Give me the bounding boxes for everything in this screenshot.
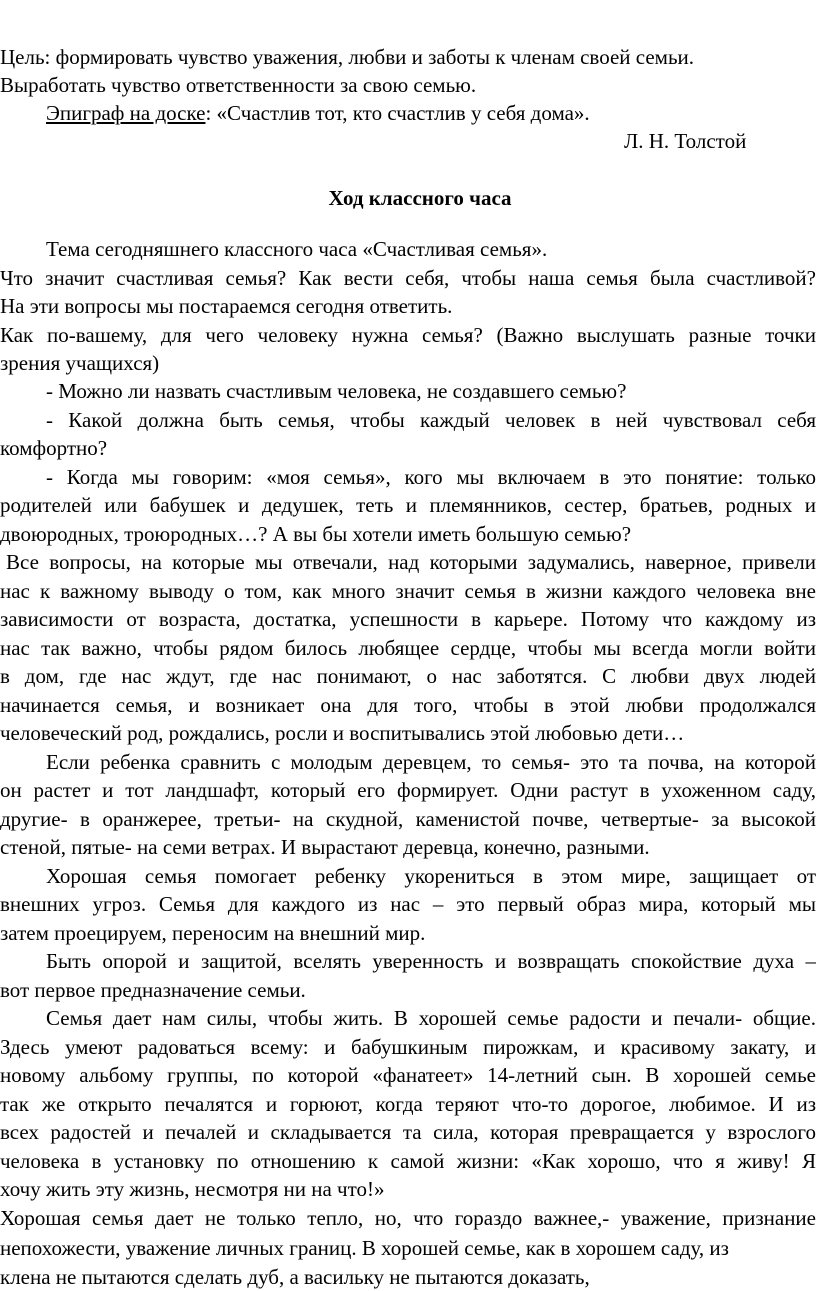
- epigraph-line: [46, 100, 816, 127]
- paragraph-line: в дом, где нас ждут, где нас понимают, о нас заботятся. С любви двух людей: [0, 664, 816, 688]
- paragraph-line: человеческий род, рождались, росли и воспитывались этой любовью дети…: [0, 721, 685, 745]
- paragraph-line: клена не пытаются сделать дуб, а васильку не пытаются доказать,: [0, 1265, 590, 1289]
- question-line: комфортно?: [0, 436, 108, 460]
- paragraph-line: внешних угроз. Семья для каждого из нас – это первый образ мира, который мы: [0, 892, 816, 916]
- paragraph-line: начинается семья, и возникает она для того, чтобы в этой любви продолжался: [0, 693, 816, 717]
- paragraph-line: зрения учащихся): [0, 351, 160, 375]
- question-line: двоюродных, троюродных…? А вы бы хотели иметь большую семью?: [0, 522, 632, 546]
- paragraph-line: зависимости от возраста, достатка, успешности в карьере. Потому что каждому из: [0, 607, 816, 631]
- paragraph-line: стеной, пятые- на семи ветрах. И вырастают деревца, конечно, разными.: [0, 835, 650, 859]
- question-line: родителей или бабушек и дедушек, теть и племянников, сестер, братьев, родных и: [0, 493, 816, 517]
- paragraph-line: Тема сегодняшнего классного часа «Счастливая семья».: [46, 237, 548, 261]
- goal-line-2: Выработать чувство ответственности за свою семью.: [0, 73, 477, 97]
- paragraph-line: он растет и тот ландшафт, который его формирует. Одни растут в ухоженном саду,: [0, 778, 816, 802]
- paragraph-line: Что значит счастливая семья? Как вести себя, чтобы наша семья была счастливой?: [0, 266, 816, 290]
- paragraph-line: Все вопросы, на которые мы отвечали, над которыми задумались, наверное, привели: [6, 550, 816, 574]
- paragraph-line: хочу жить эту жизнь, несмотря ни на что!»: [0, 1177, 385, 1201]
- paragraph-line: На эти вопросы мы постараемся сегодня ответить.: [0, 294, 453, 318]
- paragraph-line: непохожести, уважение личных границ. В хорошей семье, как в хорошем саду, из: [0, 1236, 729, 1260]
- paragraph-line: Семья дает нам силы, чтобы жить. В хорошей семье радости и печали- общие.: [46, 1006, 816, 1030]
- paragraph-line: вот первое предназначение семьи.: [0, 978, 306, 1002]
- paragraph-line: так же открыто печалятся и горюют, когда теряют что-то дорогое, любимое. И из: [0, 1092, 816, 1116]
- question-line: - Можно ли назвать счастливым человека, не создавшего семью?: [46, 379, 627, 403]
- paragraph-line: Как по-вашему, для чего человеку нужна семья? (Важно выслушать разные точки: [0, 323, 816, 347]
- paragraph-line: нас так важно, чтобы рядом билось любящее сердце, чтобы мы всегда могли войти: [0, 636, 816, 660]
- paragraph-line: новому альбому группы, по которой «фанатеет» 14-летний сын. В хорошей семье: [0, 1063, 816, 1087]
- epigraph-label: Эпиграф на доске: [46, 101, 206, 125]
- paragraph-line: Здесь умеют радоваться всему: и бабушкиным пирожкам, и красивому закату, и: [0, 1035, 816, 1059]
- paragraph-line: Быть опорой и защитой, вселять уверенность и возвращать спокойствие духа –: [46, 949, 816, 973]
- question-line: - Какой должна быть семья, чтобы каждый человек в ней чувствовал себя: [46, 408, 816, 432]
- epigraph-author: Л. Н. Толстой: [624, 129, 747, 153]
- paragraph-line: другие- в оранжерее, третьи- на скудной, каменистой почве, четвертые- за высокой: [0, 807, 816, 831]
- section-title: Ход классного часа: [328, 186, 512, 210]
- paragraph-line: Если ребенка сравнить с молодым деревцем, то семья- это та почва, на которой: [46, 750, 816, 774]
- paragraph-line: человека в установку по отношению к самой жизни: «Как хорошо, что я живу! Я: [0, 1149, 816, 1173]
- paragraph-line: нас к важному выводу о том, как много значит семья в жизни каждого человека вне: [0, 579, 816, 603]
- paragraph-line: Хорошая семья помогает ребенку укорениться в этом мире, защищает от: [46, 864, 816, 888]
- paragraph-line: Хорошая семья дает не только тепло, но, что гораздо важнее,- уважение, признание: [0, 1206, 816, 1230]
- question-line: - Когда мы говорим: «моя семья», кого мы включаем в это понятие: только: [46, 465, 816, 489]
- paragraph-line: всех радостей и печалей и складывается та сила, которая превращается у взрослого: [0, 1120, 816, 1144]
- goal-line-1: Цель: формировать чувство уважения, любви и заботы к членам своей семьи.: [0, 45, 695, 69]
- paragraph-line: затем проецируем, переносим на внешний мир.: [0, 921, 426, 945]
- epigraph-quote: : «Счастлив тот, кто счастлив у себя дома».: [205, 101, 590, 125]
